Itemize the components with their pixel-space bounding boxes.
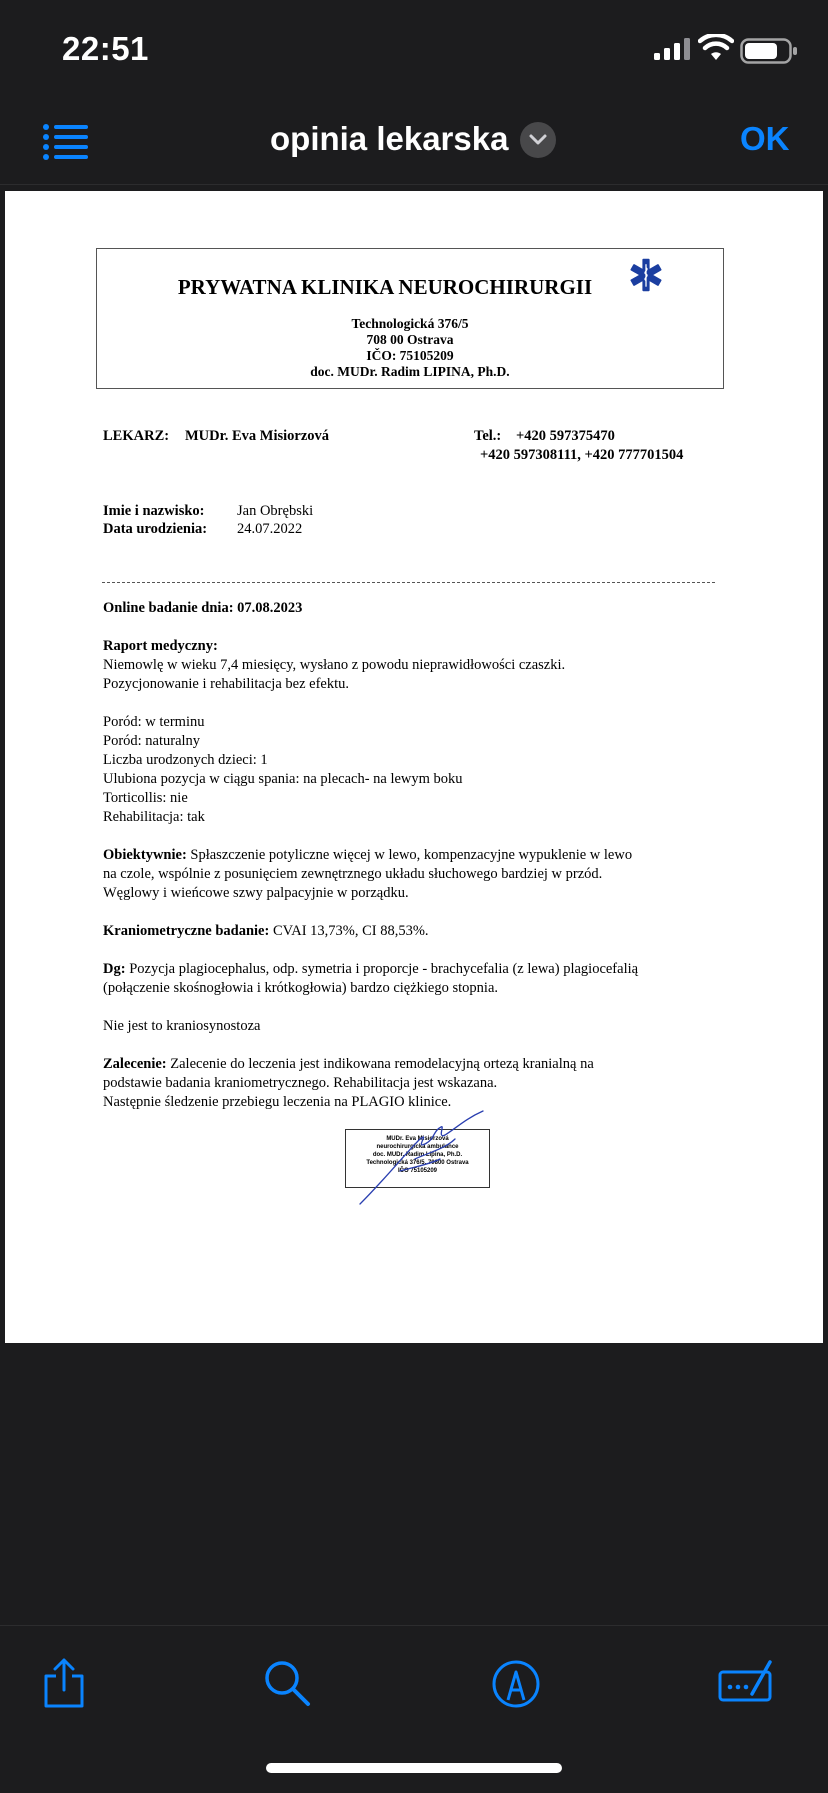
zalecenie-line-1: [103, 1055, 594, 1073]
obiektywnie-line-1: [103, 846, 632, 864]
dg-line-2: (połączenie skośnogłowia i krótkogłowia) bardzo ciężkiego stopnia.: [103, 980, 499, 996]
wifi-icon: [698, 34, 734, 62]
navigation-bar: [0, 100, 828, 185]
detail-line: Poród: w terminu: [103, 714, 205, 730]
exam-date: Online badanie dnia: 07.08.2023: [103, 600, 303, 616]
dg-text: Pozycja plagiocephalus, odp. symetria i proporcje - brachycefalia (z lewa) plagiocefalią: [125, 961, 639, 977]
kraniometry-label: Kraniometryczne badanie:: [103, 923, 270, 939]
markup-pen-icon[interactable]: [488, 1656, 544, 1712]
document-page[interactable]: [5, 191, 823, 1343]
lekarz-name: MUDr. Eva Misiorzová: [185, 428, 330, 444]
detail-line: Rehabilitacja: tak: [103, 809, 205, 825]
clinic-street: Technologická 376/5: [351, 316, 469, 331]
detail-line: Liczba urodzonych dzieci: 1: [103, 752, 268, 768]
clinic-name: PRYWATNA KLINIKA NEUROCHIRURGII: [177, 275, 593, 299]
star-of-life-icon: [627, 257, 665, 293]
zalecenie-line-2: podstawie badania kraniometrycznego. Rehabilitacja jest wskazana.: [103, 1075, 498, 1091]
obiektywnie-line-2: na czole, wspólnie z posunięciem zewnętrznego układu słuchowego bardziej w przód.: [103, 866, 603, 882]
report-line-2: Pozycjonowanie i rehabilitacja bez efektu.: [103, 676, 349, 692]
stamp-line: MUDr. Eva Misiorzová: [386, 1136, 449, 1142]
lekarz-label: LEKARZ:: [103, 428, 170, 444]
dashed-divider: [102, 582, 715, 583]
tel-line-2: +420 597308111, +420 777701504: [480, 447, 684, 463]
cellular-signal-icon: [654, 38, 692, 60]
clinic-header: [96, 248, 724, 389]
battery-icon: [740, 38, 798, 64]
tel-label: Tel.:: [474, 428, 502, 444]
patient-name: Jan Obrębski: [237, 503, 314, 519]
menu-list-icon[interactable]: [42, 122, 90, 162]
zalecenie-line-3: Następnie śledzenie przebiegu leczenia na PLAGIO klinice.: [103, 1094, 452, 1110]
signature-edit-icon[interactable]: [718, 1656, 774, 1712]
detail-line: Ulubiona pozycja w ciągu spania: na plecach- na lewym boku: [103, 771, 463, 787]
stamp-line: Technologická 376/5, 70800 Ostrava: [366, 1160, 469, 1166]
not-kraniosynostoza: Nie jest to kraniosynostoza: [103, 1018, 261, 1034]
obiektywnie-label: Obiektywnie:: [103, 847, 187, 863]
title-menu-button[interactable]: [520, 122, 556, 158]
chevron-down-icon: [520, 122, 556, 158]
zalecenie-text: Zalecenie do leczenia jest indikowana remodelacyjną ortezą kranialną na: [166, 1056, 594, 1072]
patient-dob-label: Data urodzienia:: [103, 521, 208, 537]
stamp-line: doc. MUDr. Radim Lipina, Ph.D.: [372, 1152, 463, 1158]
clinic-ico: IČO: 75105209: [366, 348, 454, 363]
dg-line-1: [103, 960, 638, 978]
zalecenie-label: Zalecenie:: [103, 1056, 167, 1072]
clinic-city: 708 00 Ostrava: [366, 332, 454, 347]
detail-line: Poród: naturalny: [103, 733, 201, 749]
report-heading: Raport medyczny:: [103, 638, 218, 654]
search-icon[interactable]: [260, 1656, 316, 1712]
detail-line: Torticollis: nie: [103, 790, 188, 806]
kraniometry-line: [103, 922, 429, 940]
obiektywnie-text: Spłaszczenie potyliczne więcej w lewo, kompenzacyjne wypuklenie w lewo: [186, 847, 633, 863]
status-bar: [0, 0, 828, 100]
stamp-line: neurochirurgická ambulance: [376, 1144, 459, 1150]
document-title[interactable]: opinia lekarska: [270, 120, 509, 157]
tel-line-1: +420 597375470: [516, 428, 615, 444]
document-viewer[interactable]: [0, 185, 828, 1625]
share-icon[interactable]: [36, 1656, 92, 1712]
status-time: 22:51: [62, 30, 149, 67]
kraniometry-value: CVAI 13,73%, CI 88,53%.: [269, 923, 429, 939]
stamp-line: IČO 75105209: [397, 1168, 438, 1174]
report-line-1: Niemowlę w wieku 7,4 miesięcy, wysłano z powodu nieprawidłowości czaszki.: [103, 657, 566, 673]
dg-label: Dg:: [103, 961, 126, 977]
ok-button[interactable]: OK: [740, 120, 790, 157]
handwritten-signature: [345, 1109, 495, 1209]
home-indicator[interactable]: [266, 1763, 562, 1773]
patient-dob: 24.07.2022: [237, 521, 303, 537]
obiektywnie-line-3: Węglowy i wieńcowe szwy palpacyjnie w porządku.: [103, 885, 409, 901]
patient-name-label: Imie i nazwisko:: [103, 503, 205, 519]
clinic-doctor: doc. MUDr. Radim LIPINA, Ph.D.: [310, 364, 510, 379]
